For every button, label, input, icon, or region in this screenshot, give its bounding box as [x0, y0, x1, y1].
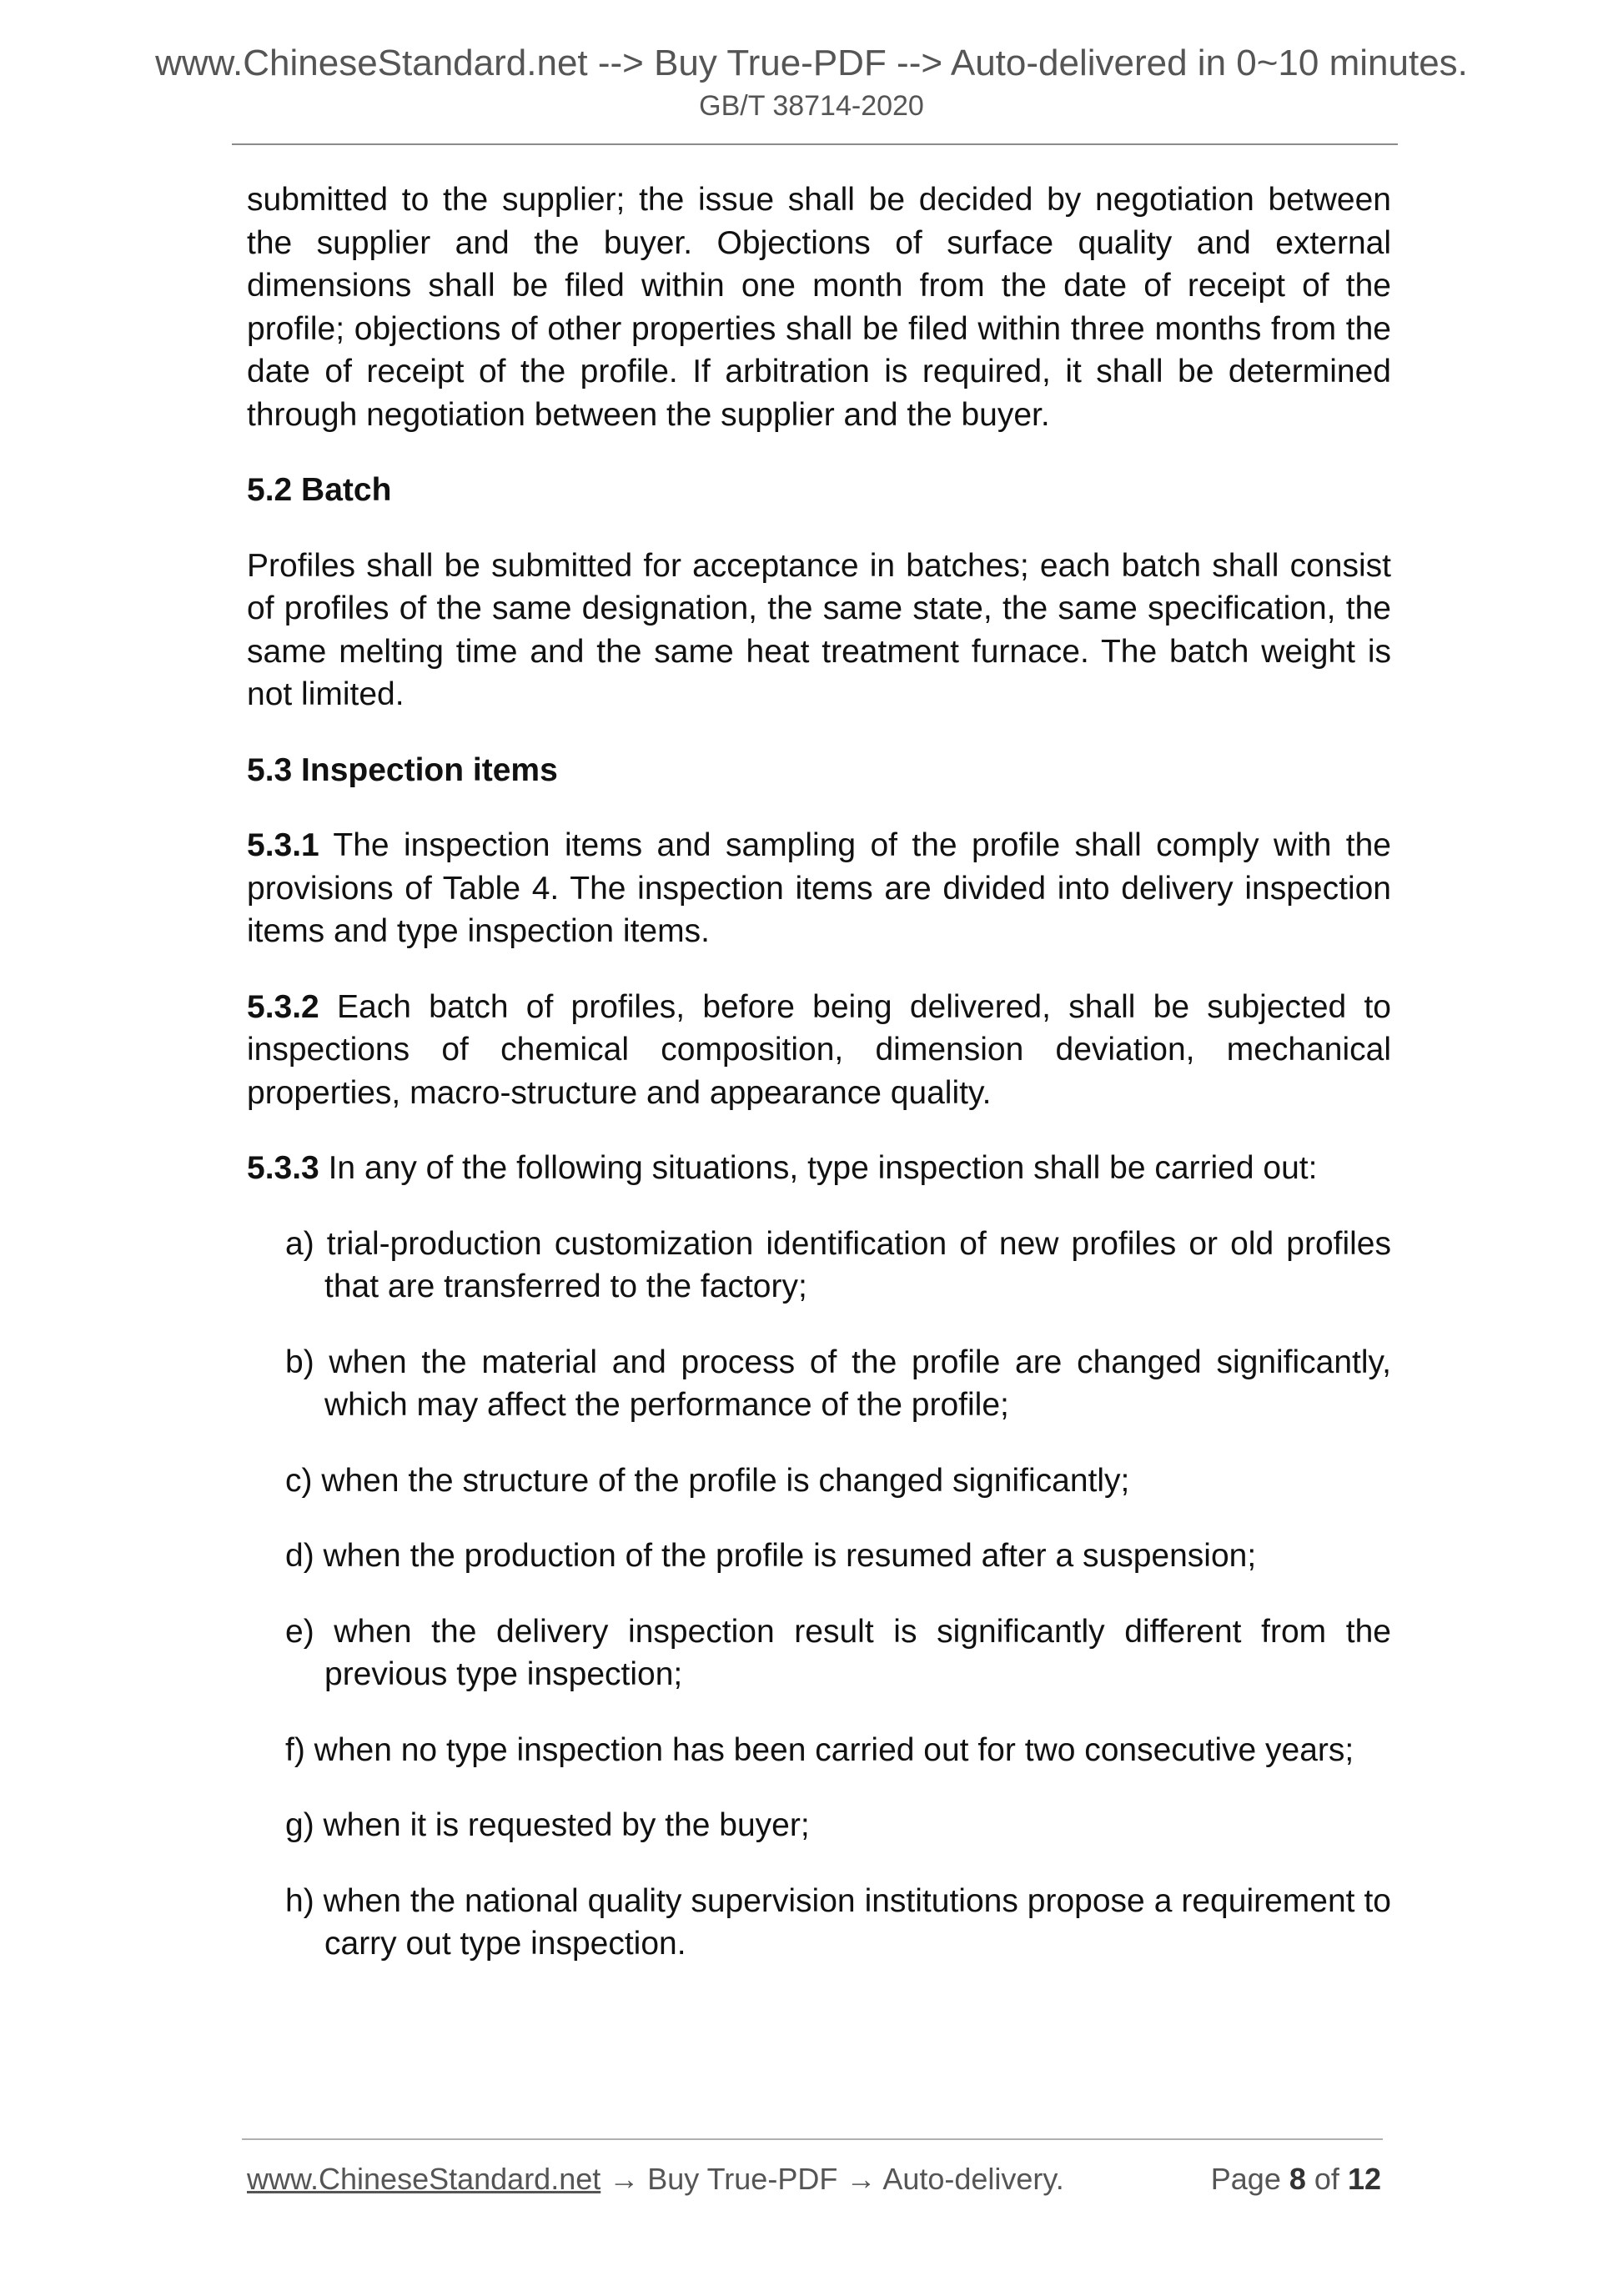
standard-number: GB/T 38714-2020	[699, 90, 924, 122]
document-body	[247, 178, 1391, 1998]
clause-number: 5.3.1	[247, 827, 319, 863]
clause-text: Each batch of profiles, before being delivered, shall be subjected to inspections of chemical composition, dimension deviation, mechanical properties, macro-structure and appearance quality.	[247, 988, 1391, 1111]
list-item: f) when no type inspection has been carried out for two consecutive years;	[285, 1731, 1354, 1768]
clause-5-3-2	[247, 986, 1391, 1115]
list-item: a) trial-production customization identification of new profiles or old profiles that are transferred to the factory;	[285, 1225, 1391, 1304]
batch-paragraph: Profiles shall be submitted for acceptance in batches; each batch shall consist of profiles of the same designation, the same state, the same specification, the same melting time and the same heat treatment furnace. The batch weight is not limited.	[247, 547, 1391, 712]
clause-text: The inspection items and sampling of the profile shall comply with the provisions of Table 4. The inspection items are divided into delivery inspection items and type inspection items.	[247, 827, 1391, 949]
footer-divider	[242, 2138, 1383, 2140]
intro-paragraph: submitted to the supplier; the issue shall be decided by negotiation between the supplier and the buyer. Objections of surface quality and external dimensions shall be filed within one month from the date of receipt of the profile; objections of other properties shall be filed within three months from the date of receipt of the profile. If arbitration is required, it shall be determined through negotiation between the supplier and the buyer.	[247, 182, 1391, 433]
section-heading-5-3: 5.3 Inspection items	[247, 751, 558, 788]
clause-number: 5.3.2	[247, 988, 319, 1025]
footer-promo	[247, 2162, 1064, 2197]
list-item: c) when the structure of the profile is changed significantly;	[285, 1462, 1130, 1499]
footer-tagline: → Buy True-PDF → Auto-delivery.	[600, 2162, 1064, 2196]
header-banner: www.ChineseStandard.net --> Buy True-PDF --> Auto-delivered in 0~10 minutes.	[155, 43, 1468, 83]
clause-5-3-3	[247, 1147, 1391, 1190]
clause-number: 5.3.3	[247, 1150, 319, 1186]
clause-5-3-1	[247, 824, 1391, 953]
header-divider	[232, 143, 1398, 145]
current-page: 8	[1289, 2162, 1306, 2196]
list-item: g) when it is requested by the buyer;	[285, 1807, 810, 1843]
list-item: d) when the production of the profile is resumed after a suspension;	[285, 1538, 1257, 1574]
clause-text: In any of the following situations, type inspection shall be carried out:	[319, 1150, 1318, 1186]
list-item: h) when the national quality supervision institutions propose a requirement to carry out type inspection.	[285, 1882, 1391, 1962]
of-label: of	[1314, 2162, 1339, 2196]
page-indicator	[1211, 2162, 1381, 2197]
total-pages: 12	[1347, 2162, 1381, 2196]
page-label: Page	[1210, 2162, 1281, 2196]
site-link[interactable]: www.ChineseStandard.net	[247, 2162, 601, 2196]
list-item: e) when the delivery inspection result is significantly different from the previous type inspection;	[285, 1613, 1391, 1692]
section-heading-5-2: 5.2 Batch	[247, 472, 392, 508]
list-item: b) when the material and process of the profile are changed significantly, which may affect the performance of the profile;	[285, 1344, 1391, 1423]
